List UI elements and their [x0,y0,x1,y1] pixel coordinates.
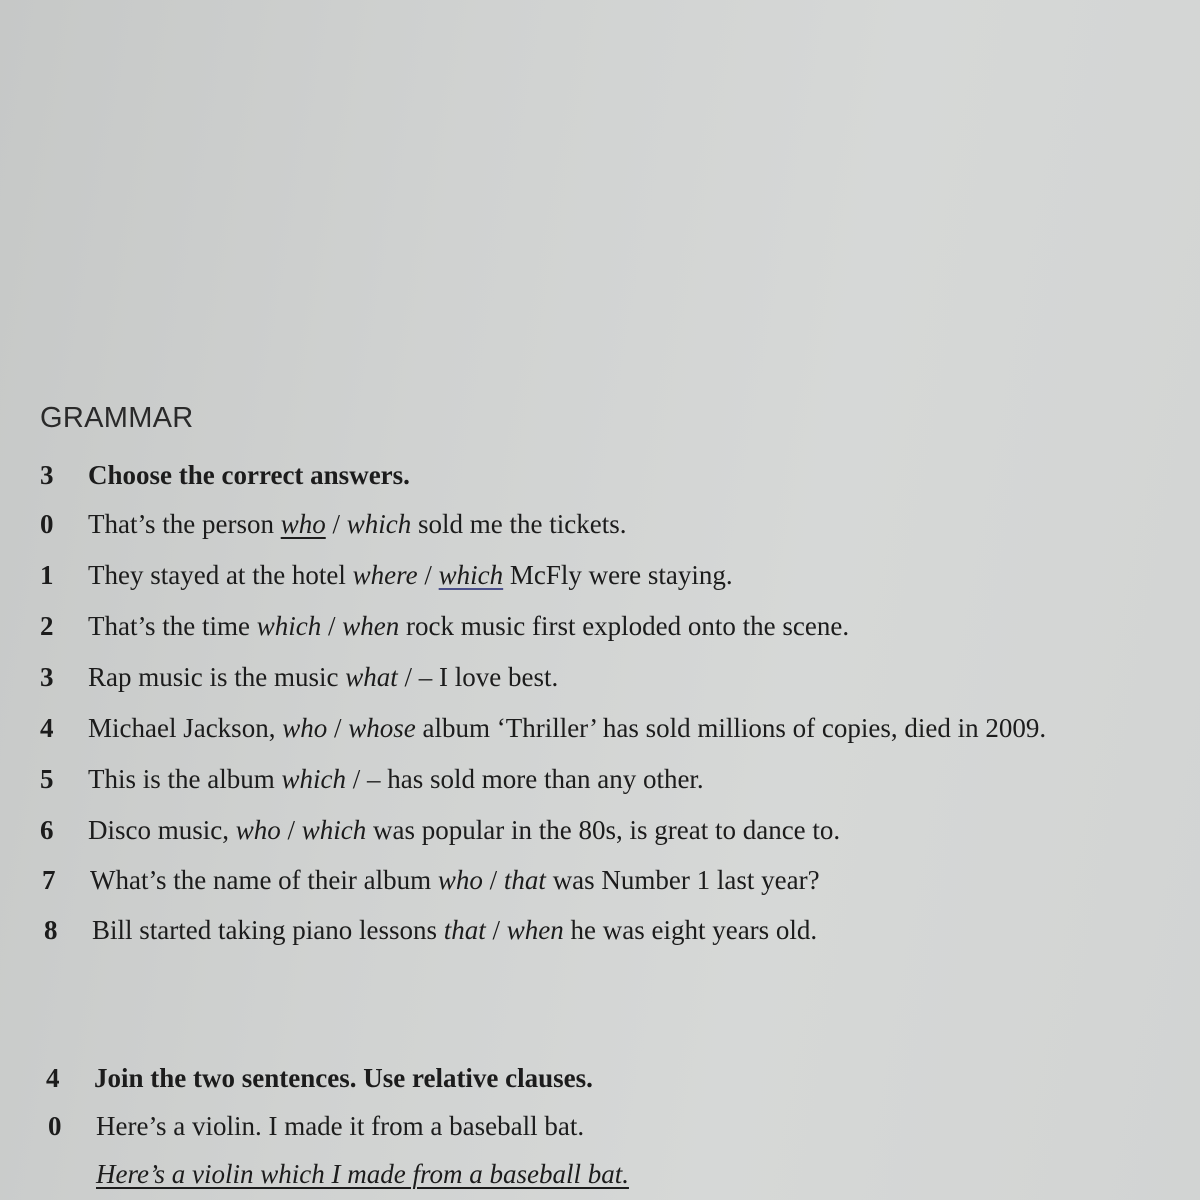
sentence-start: What’s the name of their album [90,865,438,895]
section-title: GRAMMAR [40,402,194,434]
sentence-end: has sold more than any other. [380,764,704,794]
item-sentence [90,867,820,894]
item-number: 2 [40,611,54,641]
option-separator: / [482,865,504,895]
sentence-end: rock music first exploded onto the scene. [399,611,850,641]
option-1[interactable]: who [235,815,281,845]
sentence-end: was popular in the 80s, is great to dance to. [366,815,841,845]
sentence-start: Disco music, [88,815,236,845]
option-2[interactable]: which [301,815,367,845]
sentence-end: McFly were staying. [503,560,733,590]
item-number: 1 [40,560,54,590]
example-answer: Here’s a violin which I made from a baseball bat. [96,1159,629,1189]
sentence-end: album ‘Thriller’ has sold millions of copies, died in 2009. [415,713,1047,743]
option-2[interactable]: that [503,865,546,895]
item-sentence [88,613,849,640]
sentence-end: he was eight years old. [563,915,818,945]
option-separator: / [327,713,349,743]
option-1[interactable]: which [281,764,346,794]
option-1[interactable]: who [437,865,483,895]
sentence-end: was Number 1 last year? [545,865,820,895]
option-2[interactable]: when [342,611,400,641]
option-1[interactable]: that [443,915,486,945]
option-separator: / [321,611,343,641]
exercise-3-number: 3 [40,460,54,490]
option-1[interactable]: what [345,662,398,692]
option-separator: / [280,815,302,845]
option-1-selected[interactable]: who [280,509,326,539]
sentence-end: sold me the tickets. [411,509,627,539]
item-number: 0 [48,1111,62,1141]
item-sentence [88,664,558,691]
item-sentence [88,766,704,793]
item-number: 8 [44,915,58,945]
exercise-3-instruction: Choose the correct answers. [88,460,410,490]
item-number: 7 [42,865,56,895]
item-number: 3 [40,662,54,692]
option-separator: / [345,764,367,794]
option-2[interactable]: when [506,915,564,945]
exercise-4-number: 4 [46,1063,60,1093]
option-separator: / [417,560,439,590]
item-number: 5 [40,764,54,794]
option-1[interactable]: which [256,611,322,641]
option-2[interactable]: – [367,764,381,794]
item-sentence [88,511,626,538]
option-2[interactable]: whose [348,713,416,743]
option-2-selected[interactable]: which [438,560,504,590]
option-separator: / [485,915,507,945]
item-sentence [88,817,840,844]
sentence-start: Michael Jackson, [88,713,283,743]
sentence-start: That’s the person [88,509,281,539]
option-separator: / [397,662,419,692]
sentence-start: Bill started taking piano lessons [92,915,444,945]
item-number: 6 [40,815,54,845]
item-number: 4 [40,713,54,743]
exercise-4-instruction: Join the two sentences. Use relative clauses. [94,1063,593,1093]
option-1[interactable]: who [282,713,328,743]
sentence-start: They stayed at the hotel [88,560,353,590]
option-2[interactable]: – [418,662,433,692]
option-1[interactable]: where [352,560,418,590]
item-sentence [88,715,1046,742]
option-separator: / [325,509,347,539]
sentence-end: I love best. [432,662,559,692]
sentence-start: This is the album [88,764,282,794]
item-sentence [88,562,733,589]
sentence-start: Rap music is the music [88,662,346,692]
option-2[interactable]: which [346,509,412,539]
item-number: 0 [40,509,54,539]
item-sentence: Here’s a violin. I made it from a baseball bat. [96,1111,585,1141]
item-sentence [92,917,817,944]
sentence-start: That’s the time [88,611,257,641]
